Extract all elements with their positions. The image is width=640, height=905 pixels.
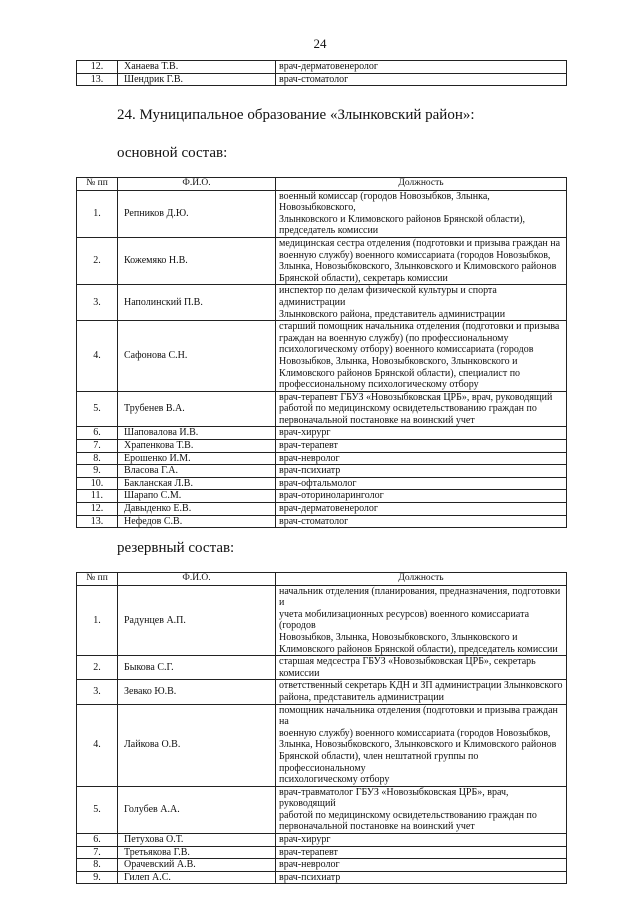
- position-line: врач-невролог: [279, 859, 340, 871]
- row-position: [276, 427, 567, 440]
- row-position: [276, 285, 567, 321]
- row-number: 12.: [77, 503, 118, 516]
- row-fio: Орачевский А.В.: [118, 859, 276, 872]
- table-row: [77, 834, 567, 847]
- table-row: [77, 859, 567, 872]
- position-line: врач-психиатр: [279, 465, 341, 477]
- row-fio: Наполинский П.В.: [118, 285, 276, 321]
- header-number: № пп: [77, 573, 118, 586]
- header-position: Должность: [276, 573, 567, 586]
- table-row: [77, 452, 567, 465]
- row-number: 2.: [77, 656, 118, 680]
- position-line: района, представитель администрации: [279, 691, 444, 703]
- row-number: 7.: [77, 440, 118, 453]
- row-position: [276, 391, 567, 427]
- position-line: инспектор по делам физической культуры и спорта администрации: [279, 285, 497, 308]
- row-fio: Ерошенко И.М.: [118, 452, 276, 465]
- table-row: [77, 704, 567, 786]
- position-line: врач-терапевт ГБУЗ «Новозыбковская ЦРБ», врач, руководящий: [279, 391, 553, 403]
- table-row: [77, 440, 567, 453]
- position-line: врач-оториноларинголог: [279, 490, 384, 502]
- main-composition-label: основной состав:: [117, 145, 228, 161]
- position-line: врач-травматолог ГБУЗ «Новозыбковская ЦРБ», врач, руководящий: [279, 786, 509, 810]
- table-row: [77, 73, 567, 86]
- table-row: [77, 680, 567, 704]
- row-fio: Власова Г.А.: [118, 465, 276, 478]
- table-row: [77, 391, 567, 427]
- row-number: 8.: [77, 859, 118, 872]
- row-number: 5.: [77, 786, 118, 833]
- position-line: Злынка, Новозыбковского, Злынковского и Климовского районов: [279, 261, 557, 273]
- position-line: первоначальной постановке на воинский учет: [279, 821, 475, 833]
- section-title: 24. Муниципальное образование «Злынковский район»:: [117, 107, 475, 123]
- position-line: первоначальной постановке на воинский учет: [279, 414, 475, 426]
- row-position: врач-дерматовенеролог: [276, 61, 567, 74]
- row-position: [276, 190, 567, 237]
- row-position: [276, 503, 567, 516]
- row-fio: Сафонова С.Н.: [118, 321, 276, 392]
- row-number: 2.: [77, 237, 118, 284]
- position-line: учета мобилизационных ресурсов) военного комиссариата (городов: [279, 608, 530, 632]
- position-line: врач-терапевт: [279, 440, 338, 452]
- position-line: психологическому отбору) военного комиссариата (городов: [279, 344, 534, 356]
- position-line: работой по медицинскому освидетельствованию граждан по: [279, 809, 537, 821]
- position-line: военную службу) военного комиссариата (городов Новозыбков,: [279, 727, 551, 739]
- position-line: врач-дерматовенеролог: [279, 503, 379, 515]
- position-line: комиссии: [279, 667, 320, 679]
- table-row: [77, 477, 567, 490]
- table-row: [77, 585, 567, 656]
- table-row: [77, 515, 567, 528]
- table-header-row: [77, 178, 567, 191]
- position-line: помощник начальника отделения (подготовки и призыва граждан на: [279, 704, 558, 728]
- row-position: [276, 465, 567, 478]
- row-number: 8.: [77, 452, 118, 465]
- row-number: 13.: [77, 73, 118, 86]
- position-line: ответственный секретарь КДН и ЗП администрации Злынковского: [279, 680, 563, 692]
- row-number: 6.: [77, 427, 118, 440]
- header-number: № пп: [77, 178, 118, 191]
- row-number: 3.: [77, 680, 118, 704]
- reserve-composition-label: резервный состав:: [117, 540, 235, 556]
- row-fio: Шарапо С.М.: [118, 490, 276, 503]
- row-fio: Шаповалова И.В.: [118, 427, 276, 440]
- row-fio: Петухова О.Т.: [118, 834, 276, 847]
- position-line: Климовского районов Брянской области), председатель комиссии: [279, 643, 558, 655]
- row-position: [276, 859, 567, 872]
- row-fio: Храпенкова Т.В.: [118, 440, 276, 453]
- row-number: 1.: [77, 190, 118, 237]
- position-line: Злынковского района, представитель администрации: [279, 308, 506, 320]
- position-line: врач-хирург: [279, 834, 331, 846]
- row-number: 1.: [77, 585, 118, 656]
- row-position: [276, 321, 567, 392]
- position-line: старшая медсестра ГБУЗ «Новозыбковская ЦРБ», секретарь: [279, 656, 536, 668]
- header-fio: Ф.И.О.: [118, 573, 276, 586]
- main-composition-table: [76, 177, 567, 528]
- position-line: начальник отделения (планирования, предназначения, подготовки и: [279, 585, 561, 609]
- row-position: [276, 846, 567, 859]
- row-fio: Радунцев А.П.: [118, 585, 276, 656]
- position-line: Злынковского и Климовского районов Брянской области),: [279, 213, 526, 225]
- row-position: [276, 440, 567, 453]
- position-line: медицинская сестра отделения (подготовки и призыва граждан на: [279, 237, 561, 249]
- header-position: Должность: [276, 178, 567, 191]
- row-position: [276, 237, 567, 284]
- position-line: психологическому отбору: [279, 774, 390, 786]
- row-number: 10.: [77, 477, 118, 490]
- row-fio: Нефедов С.В.: [118, 515, 276, 528]
- position-line: Злынка, Новозыбковского, Злынковского и Климовского районов: [279, 739, 557, 751]
- row-fio: Репников Д.Ю.: [118, 190, 276, 237]
- row-fio: Гилеп А.С.: [118, 871, 276, 884]
- row-number: 13.: [77, 515, 118, 528]
- continuation-table: [76, 60, 567, 86]
- table-row: [77, 61, 567, 74]
- table-row: [77, 465, 567, 478]
- row-position: [276, 515, 567, 528]
- row-number: 9.: [77, 871, 118, 884]
- row-number: 4.: [77, 321, 118, 392]
- position-line: старший помощник начальника отделения (подготовки и призыва: [279, 321, 560, 333]
- position-line: врач-психиатр: [279, 871, 341, 883]
- position-line: Новозыбков, Злынка, Новозыбковского, Злынковского и: [279, 631, 518, 643]
- row-position: [276, 585, 567, 656]
- table-row: [77, 237, 567, 284]
- row-fio: Трубенев В.А.: [118, 391, 276, 427]
- position-line: военный комиссар (городов Новозыбков, Злынка, Новозыбковского,: [279, 190, 490, 214]
- position-line: профессиональному психологическому отбору: [279, 379, 479, 391]
- row-position: [276, 871, 567, 884]
- header-fio: Ф.И.О.: [118, 178, 276, 191]
- row-fio: Давыденко Е.В.: [118, 503, 276, 516]
- table-row: [77, 321, 567, 392]
- row-number: 6.: [77, 834, 118, 847]
- row-position: [276, 452, 567, 465]
- row-fio: Бакланская Л.В.: [118, 477, 276, 490]
- table-row: [77, 871, 567, 884]
- table-header-row: [77, 573, 567, 586]
- row-number: 3.: [77, 285, 118, 321]
- row-fio: Кожемяко Н.В.: [118, 237, 276, 284]
- table-row: [77, 846, 567, 859]
- position-line: военную службу) военного комиссариата (городов Новозыбков,: [279, 249, 551, 261]
- table-row: [77, 503, 567, 516]
- position-line: врач-терапевт: [279, 846, 338, 858]
- row-number: 5.: [77, 391, 118, 427]
- row-position: [276, 680, 567, 704]
- page-number: 24: [313, 36, 327, 51]
- reserve-composition-table: [76, 572, 567, 884]
- row-position: [276, 786, 567, 833]
- table-row: [77, 190, 567, 237]
- row-fio: Голубев А.А.: [118, 786, 276, 833]
- position-line: Брянской области), секретарь комиссии: [279, 272, 448, 284]
- row-number: 7.: [77, 846, 118, 859]
- table-row: [77, 490, 567, 503]
- row-position: врач-стоматолог: [276, 73, 567, 86]
- row-fio: Третьякова Г.В.: [118, 846, 276, 859]
- row-number: 9.: [77, 465, 118, 478]
- row-position: [276, 834, 567, 847]
- position-line: председатель комиссии: [279, 225, 379, 237]
- table-row: [77, 285, 567, 321]
- row-fio: Лайкова О.В.: [118, 704, 276, 786]
- position-line: врач-стоматолог: [279, 515, 349, 527]
- position-line: Климовского районов Брянской области), специалист по: [279, 367, 521, 379]
- table-row: [77, 656, 567, 680]
- row-fio: Шендрик Г.В.: [118, 73, 276, 86]
- position-line: врач-офтальмолог: [279, 477, 357, 489]
- table-row: [77, 427, 567, 440]
- row-position: [276, 704, 567, 786]
- position-line: Новозыбков, Злынка, Новозыбковского, Злынковского и: [279, 355, 518, 367]
- position-line: граждан на военную службу) (по профессиональному: [279, 332, 509, 344]
- position-line: работой по медицинскому освидетельствованию граждан по: [279, 403, 537, 415]
- position-line: Брянской области), член нештатной группы по профессиональному: [279, 750, 479, 774]
- row-number: 11.: [77, 490, 118, 503]
- row-position: [276, 490, 567, 503]
- table-row: [77, 786, 567, 833]
- row-number: 4.: [77, 704, 118, 786]
- position-line: врач-хирург: [279, 427, 331, 439]
- row-position: [276, 656, 567, 680]
- row-number: 12.: [77, 61, 118, 74]
- row-fio: Ханаева Т.В.: [118, 61, 276, 74]
- row-fio: Зевако Ю.В.: [118, 680, 276, 704]
- position-line: врач-невролог: [279, 452, 340, 464]
- row-fio: Быкова С.Г.: [118, 656, 276, 680]
- row-position: [276, 477, 567, 490]
